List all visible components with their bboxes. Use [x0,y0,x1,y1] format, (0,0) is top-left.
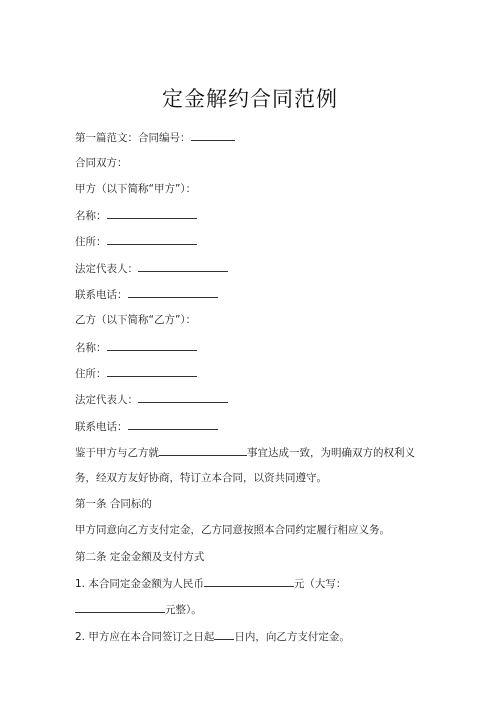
contract-number-label: 第一篇范文：合同编号： [75,132,191,144]
party-a-address-line [75,234,197,249]
party-a-phone-label: 联系电话： [75,289,128,301]
party-a-phone-line [75,287,218,302]
deposit-amount-blank [204,576,294,587]
party-a-representative-blank [138,261,228,272]
recital-matter-blank [159,445,247,456]
clause-2-1-text-a: 1. 本合同定金金额为人民币 [75,578,204,590]
clause-2-2-text-a: 2. 甲方应在本合同签订之日起 [75,631,215,643]
party-b-address-blank [107,366,197,377]
clause-2-1-text-c: 元整）。 [165,604,202,616]
party-b-address-line [75,366,197,381]
recital-line-1 [75,445,415,460]
clause-2-1-continuation [75,602,202,617]
party-a-name-label: 名称： [75,210,107,222]
article-1-body: 甲方同意向乙方支付定金，乙方同意按照本合同约定履行相应义务。 [75,524,390,536]
party-b-phone-label: 联系电话： [75,421,128,433]
recital-text-a: 鉴于甲方与乙方就 [75,447,159,459]
contract-number-blank [191,130,235,141]
party-b-name-label: 名称： [75,342,107,354]
party-b-heading: 乙方（以下简称“乙方”）： [75,314,197,326]
party-b-phone-blank [128,419,218,430]
party-a-representative-line [75,261,228,276]
party-b-address-label: 住所： [75,368,107,380]
party-a-name-line [75,208,197,223]
recital-line-2: 务，经双方友好协商，特订立本合同，以资共同遵守。 [75,472,327,484]
clause-2-2-line [75,629,350,644]
party-a-representative-label: 法定代表人： [75,263,138,275]
party-b-representative-blank [138,392,228,403]
clause-2-1-line [75,576,346,591]
party-a-heading: 甲方（以下简称“甲方”）： [75,183,197,195]
party-b-representative-line [75,392,228,407]
article-2-heading: 第二条 定金金额及支付方式 [75,551,205,563]
recital-text-b: 事宜达成一致，为明确双方的权利义 [247,447,415,459]
party-b-name-blank [107,340,197,351]
document-title: 定金解约合同范例 [162,87,338,111]
clause-2-1-text-b: 元（大写： [293,578,347,590]
article-1-heading: 第一条 合同标的 [75,498,152,510]
contract-number-line [75,130,235,145]
party-b-name-line [75,340,197,355]
party-b-representative-label: 法定代表人： [75,394,138,406]
party-a-name-blank [107,208,197,219]
deposit-amount-words-blank [75,602,165,613]
party-a-address-blank [107,234,197,245]
party-a-phone-blank [128,287,218,298]
parties-heading: 合同双方： [75,157,128,169]
party-a-address-label: 住所： [75,236,107,248]
party-b-phone-line [75,419,218,434]
payment-days-blank [214,629,234,640]
clause-2-2-text-b: 日内，向乙方支付定金。 [234,631,350,643]
